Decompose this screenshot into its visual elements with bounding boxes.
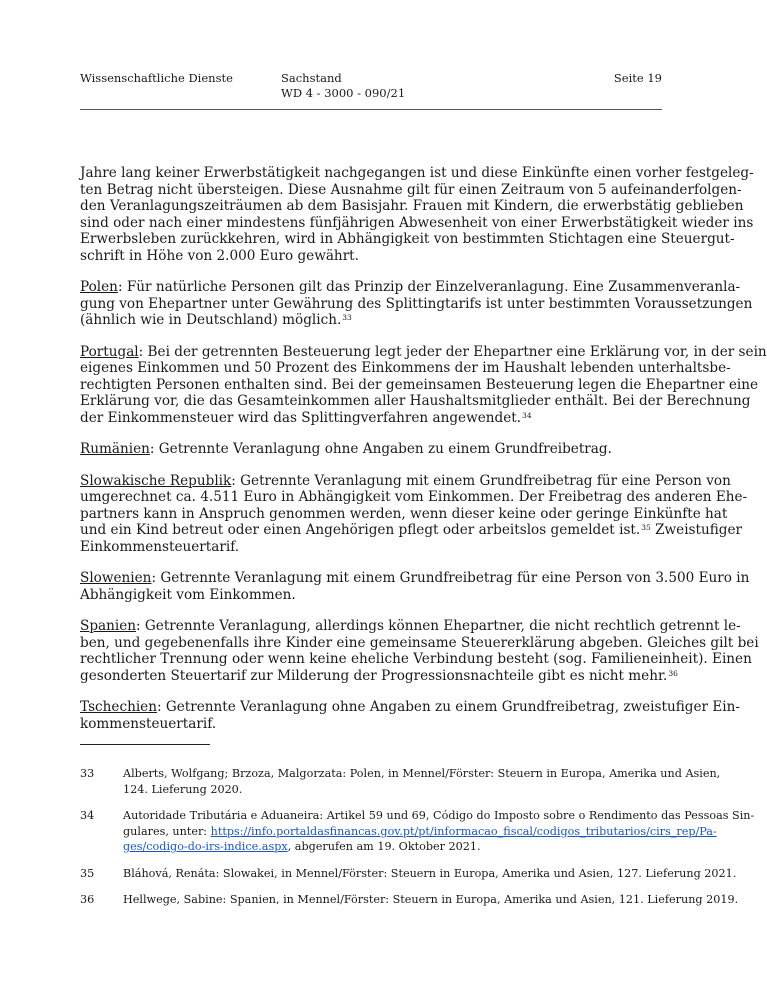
country-heading-slowakei: Slowakische Republik [80,472,232,489]
footnote-text: gulares, unter: [123,824,211,838]
source-link-continued[interactable]: ges/codigo-do-irs-indice.aspx [123,840,288,853]
paragraph-spanien [80,618,759,684]
text-line: : Getrennte Veranlagung ohne Angaben zu einem Grundfreibetrag. [149,441,612,457]
text-line: kommensteuertarif. [80,715,217,732]
paragraph-tschechien [80,699,740,732]
header-divider [80,109,662,110]
text-line: : Getrennte Veranlagung mit einem Grundfreibetrag für eine Person von 3.500 Euro in [151,570,750,586]
text-line: : Bei der getrennten Besteuerung legt jeder der Ehepartner eine Erklärung vor, in der sein [138,343,767,360]
text-line: ben, und gegebenenfalls ihre Kinder eine gemeinsame Steuererklärung abgeben. Gleiches gilt bei [80,634,759,651]
footnote-36 [80,892,739,908]
text-line: Abhängigkeit vom Einkommen. [80,586,296,603]
text-line: schrift in Höhe von 2.000 Euro gewährt. [80,247,359,264]
paragraph-slowenien [80,570,750,603]
country-heading-spanien: Spanien [80,618,137,634]
paragraph-rumaenien [80,441,662,458]
text-line: gesonderten Steuertarif zur Milderung der Progressionsnachteile gibt es nicht mehr. [80,667,668,684]
text-line: der Einkommensteuer wird das Splittingverfahren angewendet. [80,409,522,426]
footnote-ref-33[interactable]: 33 [342,313,352,322]
footnote-number: 36 [80,893,95,906]
header-institution: Wissenschaftliche Dienste [80,71,233,85]
footnote-number: 35 [80,866,95,880]
paragraph-portugal [80,343,767,427]
footnote-33 [80,766,721,797]
text-line: und ein Kind betreut oder einen Angehörigen pflegt oder arbeitslos gemeldet ist. [80,522,641,538]
source-link[interactable]: https://info.portaldasfinancas.gov.pt/pt/informacao_fiscal/codigos_tributarios/cirs_rep/Pa- [210,824,717,838]
text-line: Erklärung vor, die das Gesamteinkommen aller Haushaltsmitglieder enthält. Bei der Berechnung [80,393,751,409]
paragraph-slowakei [80,472,748,556]
text-line: partners kann in Anspruch genommen werden, wenn dieser keine oder geringe Einkünfte hat [80,505,728,522]
footnote-text: Alberts, Wolfgang; Brzoza, Malgorzata: Polen, in Mennel/Förster: Steuern in Europa, Amerika und Asien, [123,767,721,780]
paragraph-intro [80,165,754,264]
footnote-35 [80,866,737,882]
text-line: rechtigten Personen enthalten sind. Bei der gemeinsamen Besteuerung legen die Ehepartner eine [80,376,759,393]
country-heading-polen: Polen [80,279,118,295]
header-doc-number: WD 4 - 3000 - 090/21 [281,86,406,100]
country-heading-rumaenien: Rumänien [80,441,150,457]
header-page-number: Seite 19 [613,71,662,85]
country-heading-tschechien: Tschechien [80,699,157,715]
text-line: Zweistufiger [650,522,743,538]
footnote-34 [80,808,755,855]
page-header [80,66,662,112]
header-doc-type: Sachstand [281,71,342,85]
text-line: Einkommensteuertarif. [80,538,240,555]
footnote-text: , abgerufen am 19. Oktober 2021. [287,840,481,853]
country-heading-portugal: Portugal [80,343,139,360]
text-line: umgerechnet ca. 4.511 Euro in Abhängigkeit vom Einkommen. Der Freibetrag des anderen Ehe- [80,489,748,505]
footnote-number: 34 [80,809,95,822]
footnote-text: Bláhová, Renáta: Slowakei, in Mennel/Förster: Steuern in Europa, Amerika und Asien, 127. Lieferung 2021. [123,866,737,880]
header-document-info [281,71,405,101]
text-line: : Getrennte Veranlagung ohne Angaben zu einem Grundfreibetrag, zweistufiger Ein- [156,699,740,715]
text-line: : Für natürliche Personen gilt das Prinzip der Einzelveranlagung. Eine Zusammenveranla- [117,279,741,295]
text-line: : Getrennte Veranlagung mit einem Grundfreibetrag für eine Person von [231,472,731,489]
main-text [80,165,767,747]
footnotes [80,766,755,919]
footnote-ref-35[interactable]: 35 [641,523,651,532]
text-line: ten Betrag nicht übersteigen. Diese Ausnahme gilt für einen Zeitraum von 5 aufeinanderfolgen- [80,181,742,198]
text-line: gung von Ehepartner unter Gewährung des Splittingtarifs ist unter bestimmten Voraussetzungen [80,295,753,312]
text-line: sind oder nach einer mindestens fünfjährigen Abwesenheit von einer Erwerbstätigkeit wieder ins [80,214,754,231]
text-line: den Veranlagungszeiträumen ab dem Basisjahr. Frauen mit Kindern, die erwerbstätig geblieben [80,198,744,214]
text-line: Erwerbsleben zurückkehren, wird in Abhängigkeit von bestimmten Stichtagen eine Steuergut- [80,231,735,247]
footnote-number: 33 [80,767,95,780]
footnote-text: Autoridade Tributária e Aduaneira: Artikel 59 und 69, Código do Imposto sobre o Rendimento das Pessoas Sin- [123,809,755,822]
paragraph-polen [80,279,753,329]
footnote-ref-36[interactable]: 36 [668,668,678,678]
text-line: eigenes Einkommen und 50 Prozent des Einkommens der im Haushalt lebenden unterhaltsbe- [80,360,731,376]
footnote-text: Hellwege, Sabine: Spanien, in Mennel/Förster: Steuern in Europa, Amerika und Asien, 121. Lieferung 2019. [123,893,739,906]
text-line: (ähnlich wie in Deutschland) möglich. [80,312,342,328]
text-line: : Getrennte Veranlagung, allerdings können Ehepartner, die nicht rechtlich getrennt le- [136,618,741,634]
country-heading-slowenien: Slowenien [80,570,152,586]
footnote-divider [80,744,210,745]
text-line: Jahre lang keiner Erwerbstätigkeit nachgegangen ist und diese Einkünfte einen vorher festgeleg- [80,165,754,181]
footnote-text: 124. Lieferung 2020. [123,782,243,796]
text-line: rechtlicher Trennung oder wenn keine eheliche Verbindung besteht (sog. Familieneinheit). Einen [80,651,752,667]
footnote-ref-34[interactable]: 34 [522,410,532,420]
